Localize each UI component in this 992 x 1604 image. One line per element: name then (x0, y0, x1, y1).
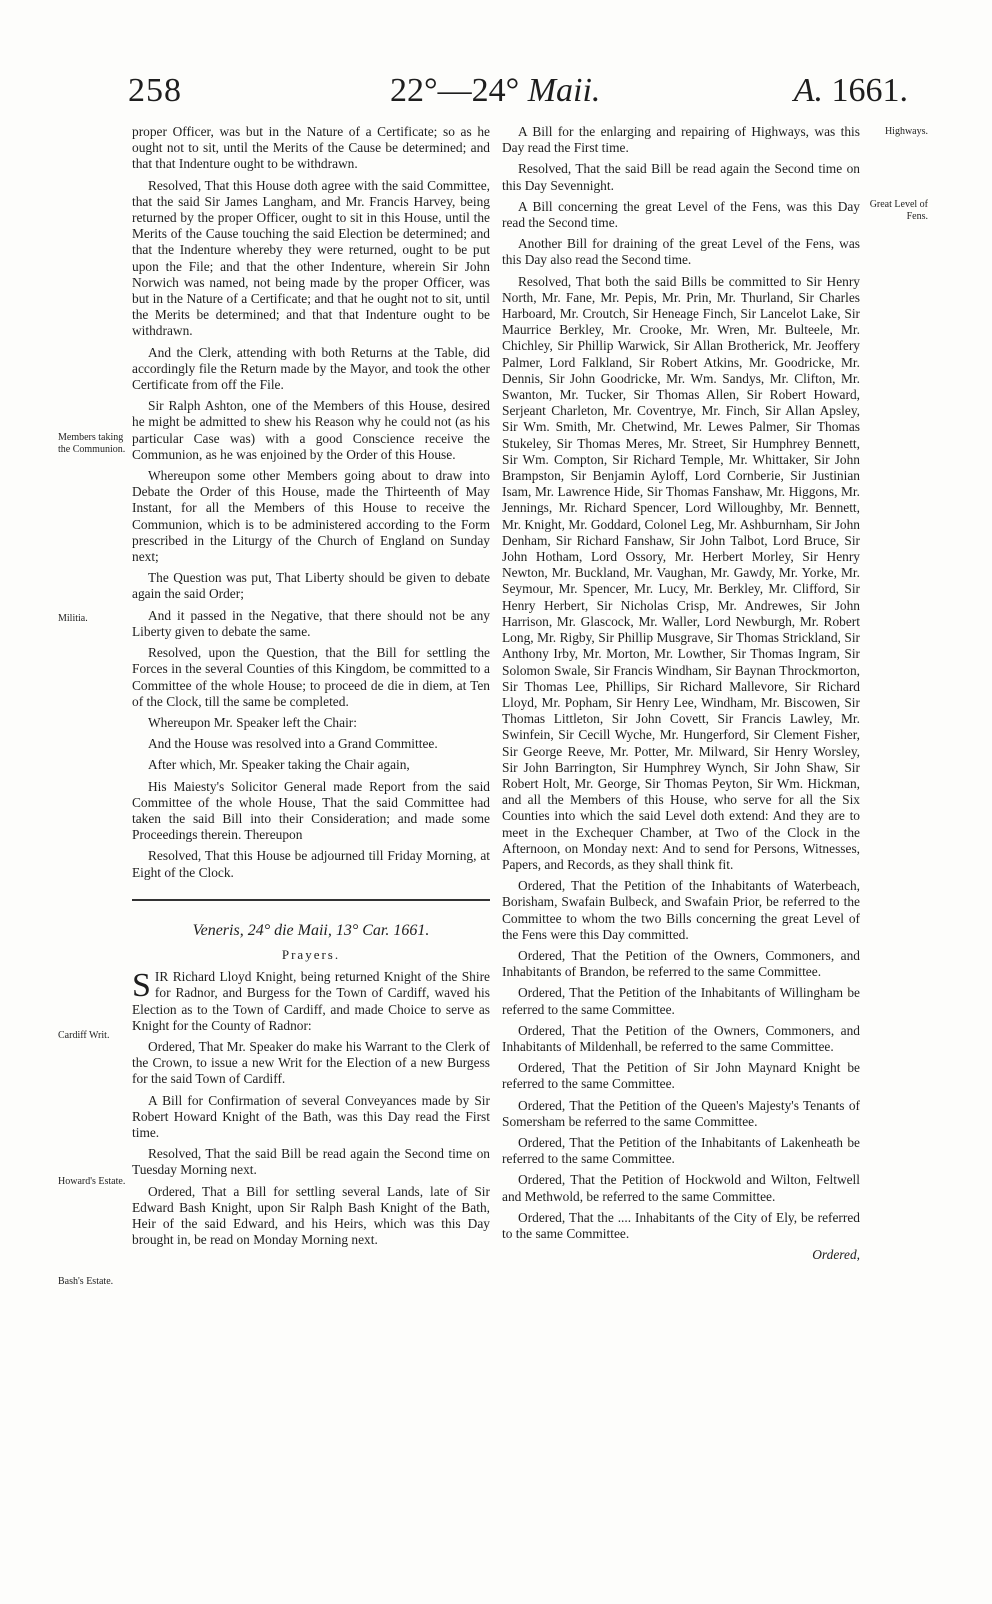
margin-note-bash: Bash's Estate. (58, 1276, 114, 1287)
paragraph: Ordered, That Mr. Speaker do make his Warrant to the Clerk of the Crown, to issue a new Writ for the Election of a new Burgess for the said Town of Cardiff. (132, 1038, 490, 1087)
page-year: A. 1661. (793, 72, 908, 109)
paragraph: Ordered, That the Petition of the Owners, Commoners, and Inhabitants of Brandon, be referred to the same Committee. (502, 947, 860, 980)
right-column (502, 124, 860, 1263)
catchword: Ordered, (812, 1247, 860, 1263)
paragraph: Resolved, That the said Bill be read again the Second time on this Day Sevennight. (502, 161, 860, 193)
paragraph: Ordered, That the Petition of the Inhabitants of Willingham be referred to the same Committee. (502, 985, 860, 1017)
margin-note-howard: Howard's Estate. (58, 1176, 126, 1187)
paragraph: Another Bill for draining of the great Level of the Fens, was this Day also read the Second time. (502, 236, 860, 268)
paragraph: Ordered, That the Petition of the Queen's Majesty's Tenants of Somersham be referred to the same Committee. (502, 1097, 860, 1129)
margin-note-members-communion: Members taking the Communion. (58, 432, 126, 455)
paragraph: Ordered, That a Bill for settling several Lands, late of Sir Edward Bash Knight, upon Sir Ralph Bash Knight of the Bath, Heir of the said Edward, and his Heirs, which was this Day brought in, be read on Monday Morning next. (132, 1183, 490, 1248)
paragraph: A Bill concerning the great Level of the Fens, was this Day read the Second time. (502, 198, 860, 231)
left-column (132, 124, 490, 1253)
page-number: 258 (128, 72, 182, 109)
margin-note-highways: Highways. (884, 126, 928, 137)
paragraph: Ordered, That the Petition of the Inhabitants of Lakenheath be referred to the same Committee. (502, 1134, 860, 1167)
paragraph: Ordered, That the .... Inhabitants of the City of Ely, be referred to the same Committee. (502, 1209, 860, 1241)
paragraph: A Bill for the enlarging and repairing of Highways, was this Day read the First time. (502, 124, 860, 156)
page-header (128, 72, 908, 118)
margin-note-fens: Great Level of Fens. (869, 199, 928, 222)
paragraph: Ordered, That the Petition of the Owners, Commoners, and Inhabitants of Mildenhall, be referred to the same Committee. (502, 1022, 860, 1054)
paragraph: Resolved, That this House doth agree with the said Committee, that the said Sir James Langham, and Mr. Francis Harvey, being returned by the proper Officer, ought to sit in this House, until the Merits of the Cause touching the said Election be determined; and that the Indenture whereby they were returned, ought to be put upon the File; and that the other Indenture, wherein Sir John Norwich was named, not being made by the proper Officer, was but in the Nature of a Certificate; and that he ought not to sit, until the Merits be determined; and that that Indenture ought to be withdrawn. (132, 177, 490, 339)
paragraph: The Question was put, That Liberty should be given to debate again the said Order; (132, 570, 490, 602)
drop-cap: S (132, 967, 151, 1005)
paragraph: Ordered, That the Petition of Hockwold and Wilton, Feltwell and Methwold, be referred to the same Committee. (502, 1172, 860, 1204)
section-divider (132, 899, 490, 901)
page-date: 22°—24° Maii. (390, 72, 601, 109)
paragraph: After which, Mr. Speaker taking the Chair again, (148, 757, 410, 773)
prayers-heading: Prayers. (281, 946, 341, 962)
paragraph: Sir Ralph Ashton, one of the Members of this House, desired he might be admitted to shew his Reason why he could not (as his particular Case was) with a good Conscience receive the Communion, as he was enjoined by the Order of this House. (132, 398, 490, 462)
paragraph: And the Clerk, attending with both Returns at the Table, did accordingly file the Return made by the Mayor, and took the other Certificate from off the File. (132, 344, 490, 393)
paragraph: Resolved, That the said Bill be read again the Second time on Tuesday Morning next. (132, 1146, 490, 1178)
paragraph: proper Officer, was but in the Nature of a Certificate; so as he ought not to sit, until the Merits of the Cause be determined; and that that Indenture ought to be withdrawn. (132, 124, 490, 172)
paragraph: And it passed in the Negative, that there should not be any Liberty given to debate the same. (132, 607, 490, 639)
paragraph: Resolved, That this House be adjourned till Friday Morning, at Eight of the Clock. (132, 848, 490, 880)
paragraph: A Bill for Confirmation of several Conveyances made by Sir Robert Howard Knight of the Bath, was this Day read the First time. (132, 1092, 490, 1140)
paragraph: Resolved, That both the said Bills be committed to Sir Henry North, Mr. Fane, Mr. Pepis, Mr. Prin, Mr. Thurland, Sir Charles Harboard, Mr. Croutch, Sir Heneage Finch, Sir Lancelot Lake, Sir Maurrice Berkley, Mr. Crooke, Mr. Wren, Mr. Bulteele, Mr. Chichley, Sir Phillip Warwick, Sir Allan Brotherick, Mr. Jeoffery Palmer, Lord Falkland, Sir Robert Atkins, Mr. Goodricke, Mr. Dennis, Sir John Goodricke, Mr. Wm. Sandys, Mr. Clifton, Mr. Swanton, Mr. Tucker, Sir Thomas Allen, Sir Robert Howard, Serjeant Charleton, Mr. Coventrye, Mr. Finch, Sir Allan Apsley, Sir Wm. Smith, Mr. Chetwind, Mr. Lewes Palmer, Sir Thomas Stukeley, Sir Thomas Meres, Mr. Street, Sir Humphrey Bennett, Sir Wm. Compton, Sir Richard Temple, Mr. Whittaker, Sir John Brampston, Sir Benjamin Ayloff, Lord Cornberie, Sir Justinian Isam, Mr. Lawrence Hide, Sir Thomas Fanshaw, Mr. Higgons, Mr. Jennings, Mr. Richard Spencer, Lord Willoughby, Mr. Bennett, Mr. Knight, Mr. Goddard, Colonel Leg, Mr. Ashburnham, Sir John Denham, Sir Richard Fanshaw, Sir John Talbot, Lord Bruce, Sir John Hotham, Lord Ossory, Mr. Herbert Morley, Sir Henry Newton, Mr. Buckland, Mr. Vaughan, Mr. Gawdy, Mr. Yorke, Mr. Seymour, Mr. Spencer, Mr. Lucy, Mr. Berkley, Mr. Clifford, Sir Henry Herbert, Sir Nicholas Crisp, Mr. Andrewes, Sir John Harrison, Mr. Glascock, Mr. Waller, Lord Newburgh, Mr. Robert Long, Mr. Rigby, Sir Phillip Musgrave, Sir Thomas Strickland, Sir Anthony Irby, Mr. Morton, Mr. Lowther, Sir Thomas Ingram, Sir Solomon Swale, Sir Francis Windham, Sir Baynan Throckmorton, Sir Thomas Lee, Phillips, Sir Richard Mallevore, Sir Richard Lloyd, Mr. Popham, Sir Henry Lee, Windham, Mr. Biscowen, Sir Thomas Littleton, Sir John Covett, Sir Francis Lawley, Mr. Swinfein, Sir Cecill Wyche, Mr. Hungerford, Sir Clement Fisher, Sir George Reeve, Mr. Potter, Mr. Milward, Sir Henry Worsley, Sir John Barrington, Sir Humphrey Wynch, Sir John Shaw, Sir Robert Holt, Mr. George, Sir Thomas Peyton, Sir Wm. Hickman, and all the Members of this House, who serve for all the Six Counties into which the said Level doth extend: And they are to meet in the Exchequer Chamber, at Two of the Clock in the Afternoon, on Monday next: And to send for Persons, Witnesses, Papers, and Records, as they shall think fit. (502, 273, 860, 872)
paragraph: Ordered, That the Petition of the Inhabitants of Waterbeach, Borisham, Swafain Bulbeck, and Swafain Prior, be referred to the Committee to whom the two Bills concerning the great Level of the Fens were this Day committed. (502, 878, 860, 942)
paragraph: Whereupon some other Members going about to draw into Debate the Order of this House, made the Thirteenth of May Instant, for all the Members of this House to receive the Communion, which is to be administered according to the Form prescribed in the Liturgy of the Church of England on Sunday next; (132, 468, 490, 565)
paragraph: Resolved, upon the Question, that the Bill for settling the Forces in the several Counties of this Kingdom, be committed to a Committee of the whole House; to proceed de die in diem, at Ten of the Clock, till the same be completed. (132, 645, 490, 709)
paragraph: Whereupon Mr. Speaker left the Chair: (148, 714, 357, 730)
margin-note-cardiff: Cardiff Writ. (58, 1030, 110, 1041)
paragraph: His Maiesty's Solicitor General made Report from the said Committee of the whole House, That the said Committee had taken the said Bill into their Consideration; and made some Proceedings therein. Thereupon (132, 778, 490, 843)
paragraph: SIR Richard Lloyd Knight, being returned Knight of the Shire for Radnor, and Burgess for the Town of Cardiff, waved his Election as to the Town of Cardiff, and made Choice to serve as Knight for the County of Radnor: (132, 967, 490, 1033)
margin-note-militia: Militia. (58, 613, 88, 624)
session-heading: Veneris, 24° die Maii, 13° Car. 1661. (192, 921, 430, 939)
paragraph: And the House was resolved into a Grand Committee. (148, 736, 438, 752)
paragraph: Ordered, That the Petition of Sir John Maynard Knight be referred to the same Committee. (502, 1060, 860, 1092)
